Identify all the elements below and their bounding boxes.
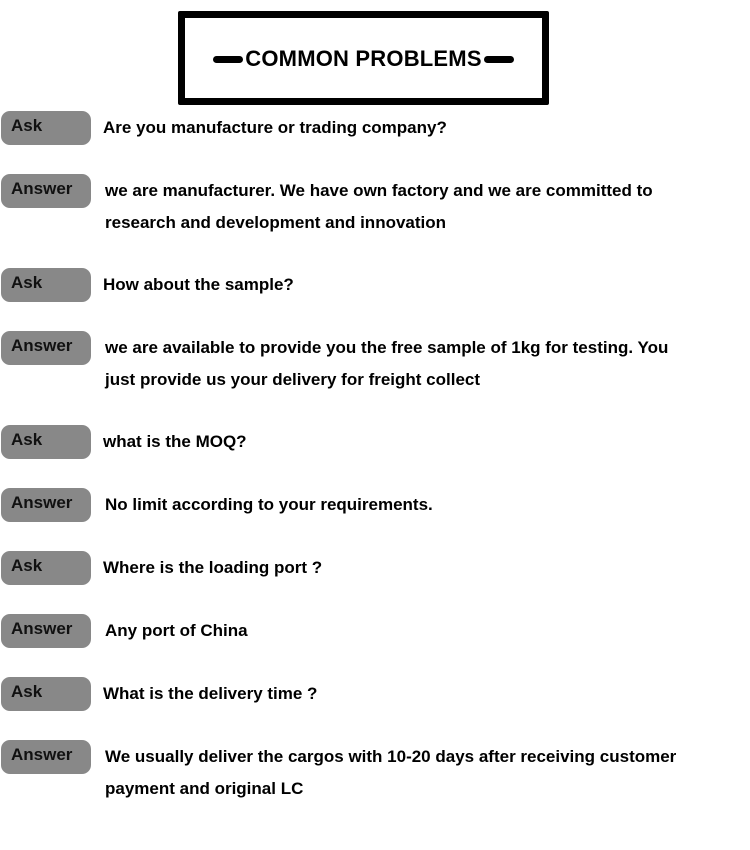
answer-badge: Answer (1, 174, 91, 208)
text-line: No limit according to your requirements. (105, 495, 433, 514)
text-line: Where is the loading port ? (103, 558, 323, 577)
text-line: We usually deliver the cargos with 10-20 days after receiving customer (105, 747, 677, 766)
text-line: what is the MOQ? (103, 432, 247, 451)
answer-text (105, 489, 735, 521)
title-inner (213, 46, 513, 72)
text-line: Any port of China (105, 621, 248, 640)
question-text (103, 112, 733, 144)
answer-badge: Answer (1, 488, 91, 522)
answer-text (105, 175, 735, 239)
answer-text (105, 332, 735, 396)
page-title: COMMON PROBLEMS (245, 46, 482, 71)
text-line: How about the sample? (103, 275, 294, 294)
answer-badge: Answer (1, 331, 91, 365)
answer-text (105, 615, 735, 647)
ask-badge: Ask (1, 111, 91, 145)
question-text (103, 269, 733, 301)
ask-badge: Ask (1, 677, 91, 711)
answer-badge: Answer (1, 740, 91, 774)
text-line: Are you manufacture or trading company? (103, 118, 447, 137)
text-line: we are manufacturer. We have own factory and we are committed to (105, 181, 653, 200)
question-text (103, 552, 733, 584)
title-dash-left (213, 56, 243, 63)
answer-text (105, 741, 735, 805)
title-box (178, 11, 549, 105)
answer-badge: Answer (1, 614, 91, 648)
text-line: What is the delivery time ? (103, 684, 318, 703)
ask-badge: Ask (1, 268, 91, 302)
title-dash-right (484, 56, 514, 63)
text-line: payment and original LC (105, 779, 304, 798)
question-text (103, 426, 733, 458)
question-text (103, 678, 733, 710)
text-line: just provide us your delivery for freight collect (105, 370, 481, 389)
ask-badge: Ask (1, 551, 91, 585)
text-line: research and development and innovation (105, 213, 447, 232)
text-line: we are available to provide you the free sample of 1kg for testing. You (105, 338, 669, 357)
ask-badge: Ask (1, 425, 91, 459)
